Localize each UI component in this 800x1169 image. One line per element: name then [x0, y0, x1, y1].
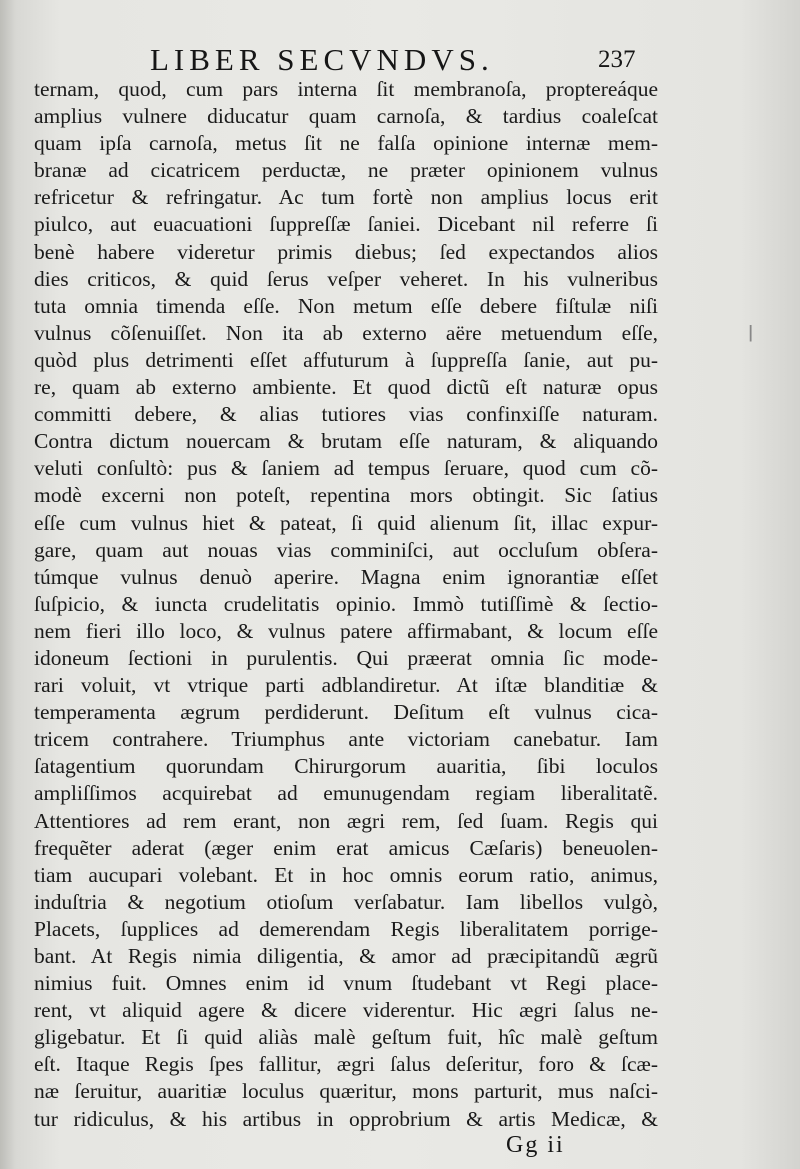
text-line: amplius vulnere diducatur quam carnoſa, & tardius coaleſcat — [34, 104, 658, 129]
text-line: re, quam ab externo ambiente. Et quod dictũ eſt naturæ opus — [34, 375, 658, 400]
running-head — [0, 38, 800, 76]
text-line: induſtria & negotium otioſum verſabatur. Iam libellos vulgò, — [34, 889, 658, 914]
text-line: branæ ad cicatricem perductæ, ne præter opinionem vulnus — [34, 158, 658, 183]
text-line: tuta omnia timenda eſſe. Non metum eſſe debere fiſtulæ niſi — [34, 293, 658, 318]
text-line: ternam, quod, cum pars interna ſit membranoſa, proptereáque — [34, 77, 658, 101]
text-line: gare, quam aut nouas vias comminiſci, aut occluſum obſera- — [34, 537, 658, 562]
text-line: benè habere videretur primis diebus; ſed expectandos alios — [34, 239, 658, 264]
text-line: refricetur & refringatur. Ac tum fortè non amplius locus erit — [34, 185, 658, 210]
text-line: ſuſpicio, & iuncta crudelitatis opinio. Immò tutiſſimè & ſectio- — [34, 591, 658, 616]
text-line: túmque vulnus denuò aperire. Magna enim ignorantiæ eſſet — [34, 564, 658, 589]
text-line: quam ipſa carnoſa, metus ſit ne falſa opinione internæ mem- — [34, 131, 658, 156]
text-line: temperamenta ægrum perdiderunt. Deſitum eſt vulnus cica- — [34, 700, 658, 725]
text-line: bant. At Regis nimia diligentia, & amor ad præcipitandũ ægrũ — [34, 944, 658, 968]
text-line: Placets, ſupplices ad demerendam Regis liberalitatem porrige- — [34, 916, 658, 941]
page-footer — [0, 1132, 800, 1164]
text-line: nimius fuit. Omnes enim id vnum ſtudebant vt Regi place- — [34, 971, 658, 996]
text-line: rent, vt aliquid agere & dicere viderentur. Hic ægri ſalus ne- — [34, 998, 658, 1023]
text-line: tur ridiculus, & his artibus in opprobrium & artis Medicæ, & — [34, 1106, 658, 1131]
text-line: eſt. Itaque Regis ſpes fallitur, ægri ſalus deſeritur, foro & ſcæ- — [34, 1052, 658, 1077]
text-line: Attentiores ad rem erant, non ægri rem, ſed ſuam. Regis qui — [34, 808, 658, 833]
text-line: quòd plus detrimenti eſſet affuturum à ſuppreſſa ſanie, aut pu- — [34, 347, 658, 372]
body-text — [34, 76, 658, 1133]
text-line: rari voluit, vt vtrique parti adblandiretur. At iſtæ blanditiæ & — [34, 673, 658, 698]
page-number: 237 — [598, 46, 636, 73]
text-line: veluti conſultò: pus & ſaniem ad tempus ſeruare, quod cum cõ- — [34, 456, 658, 481]
text-line: tiam aucupari volebant. Et in hoc omnis eorum ratio, animus, — [34, 862, 658, 887]
running-head-title: LIBER SECVNDVS. — [150, 42, 494, 77]
text-line: idoneum ſectioni in purulentis. Qui præerat omnia ſic mode- — [34, 645, 658, 670]
text-line: vulnus cõſenuiſſet. Non ita ab externo aëre metuendum eſſe, — [34, 320, 658, 345]
text-line: modè excerni non poteſt, repentina mors obtingit. Sic ſatius — [34, 483, 658, 508]
signature-mark: Gg ii — [506, 1132, 565, 1158]
text-line: næ ſeruitur, auaritiæ loculus quæritur, mons parturit, mus naſci- — [34, 1079, 658, 1104]
text-line: ampliſſimos acquirebat ad emunugendam regiam liberalitatẽ. — [34, 781, 658, 806]
text-line: committi debere, & alias tutiores vias confinxiſſe naturam. — [34, 402, 658, 427]
text-line: piulco, aut euacuationi ſuppreſſæ ſaniei. Dicebant nil referre ſi — [34, 212, 658, 237]
margin-mark: ǀ — [748, 322, 754, 343]
text-line: dies criticos, & quid ſerus veſper veheret. In his vulneribus — [34, 266, 658, 291]
text-line: frequẽter aderat (æger enim erat amicus Cæſaris) beneuolen- — [34, 835, 658, 860]
text-line: eſſe cum vulnus hiet & pateat, ſi quid alienum ſit, illac expur- — [34, 510, 658, 535]
text-line: ſatagentium quorundam Chirurgorum auaritia, ſibi loculos — [34, 754, 658, 779]
text-line: gligebatur. Et ſi quid aliàs malè geſtum fuit, hîc malè geſtum — [34, 1025, 658, 1050]
text-line: nem fieri illo loco, & vulnus patere affirmabant, & locum eſſe — [34, 618, 658, 643]
text-line: tricem contrahere. Triumphus ante victoriam canebatur. Iam — [34, 727, 658, 752]
text-line: Contra dictum nouercam & brutam eſſe naturam, & aliquando — [34, 429, 658, 454]
